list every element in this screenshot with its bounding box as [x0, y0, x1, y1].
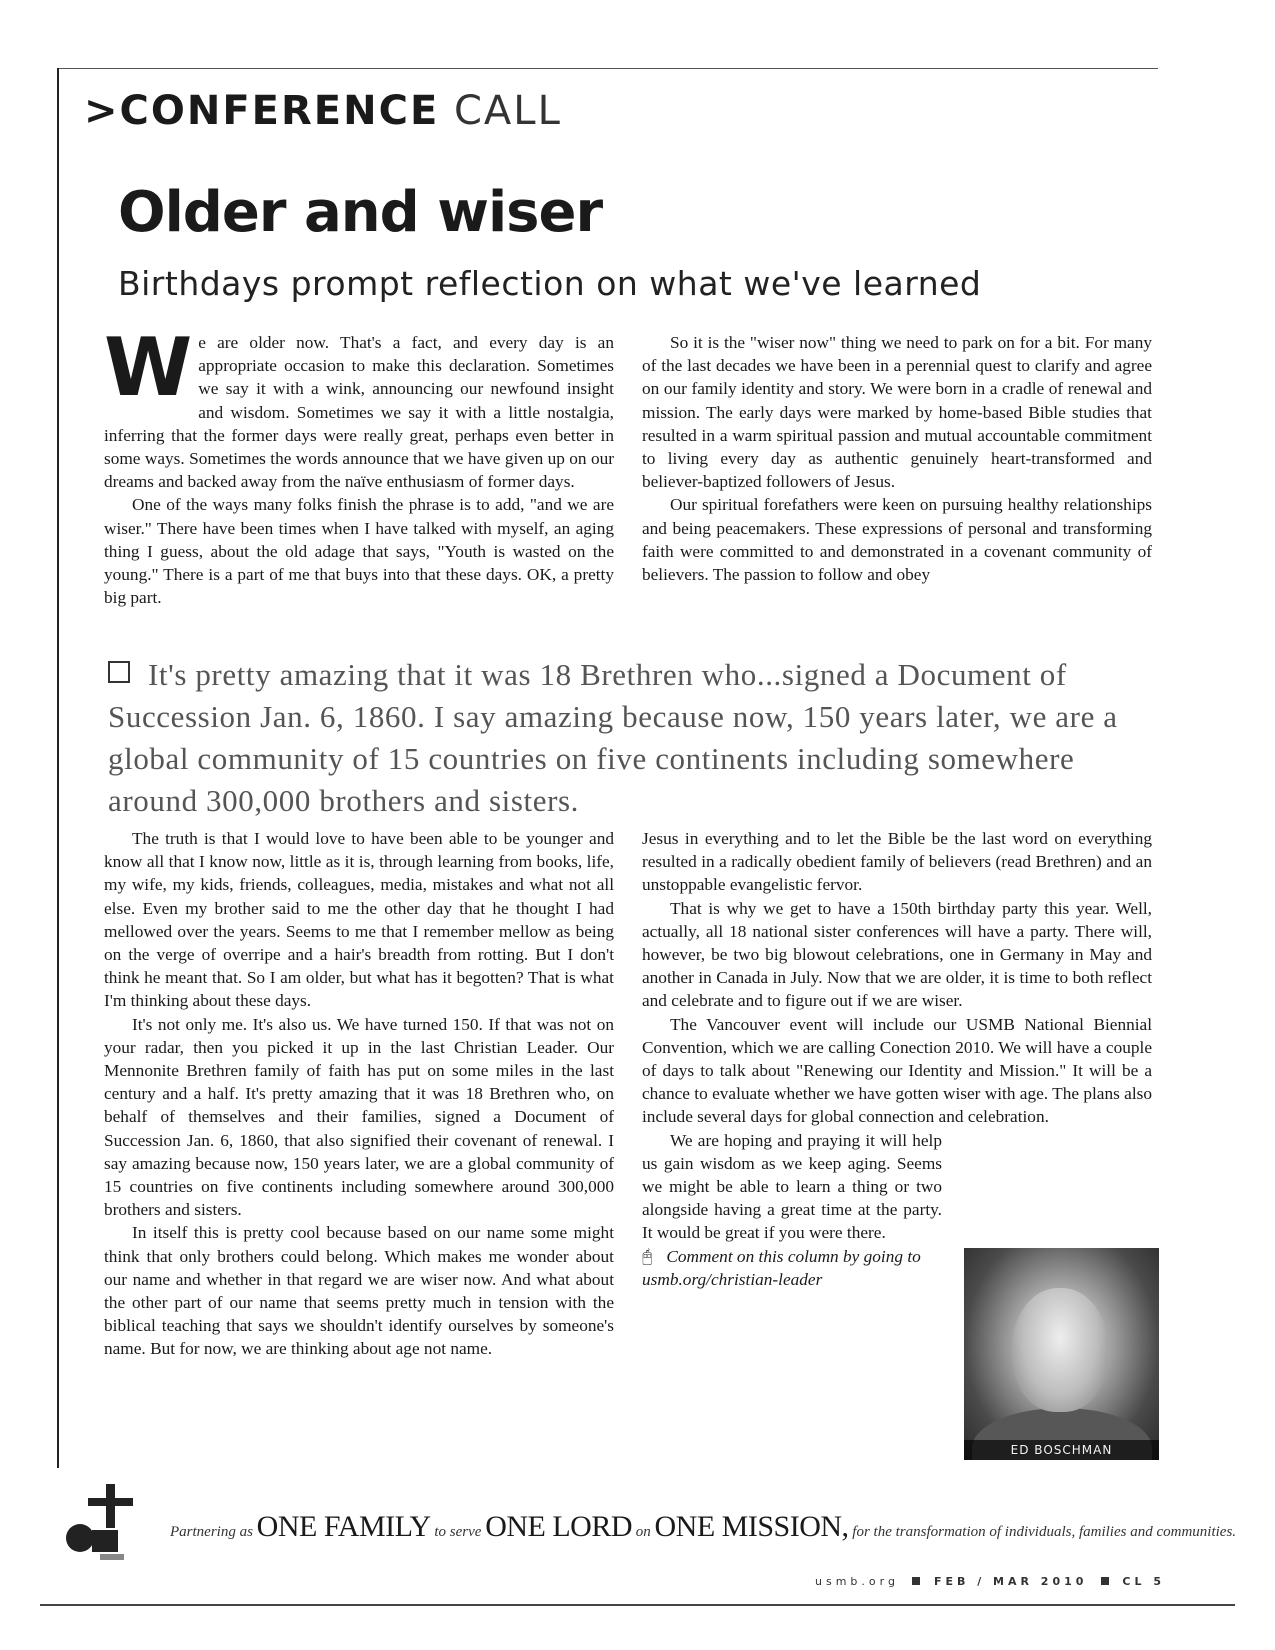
- paragraph: We are hoping and praying it will help us gain wisdom as we keep aging. Seems we might be able to learn a thing or two alongside having a great time at the party. It would be great if you were there.: [642, 1130, 942, 1243]
- paragraph-text: e are older now. That's a fact, and every day is an appropriate occasion to make this declaration. Sometimes we say it with a wink, announcing our newfound insight and wisdom. Sometimes we say it with a little nostalgia, inferring that the former days were really great, perhaps even better in some ways. Sometimes the words announce that we have given up on our dreams and backed away from the naïve enthusiasm of former days.: [104, 333, 614, 492]
- left-rule: [57, 68, 59, 1468]
- mouse-icon: 🖰: [642, 1246, 653, 1266]
- mission-tagline: [170, 1510, 1237, 1544]
- paragraph: That is why we get to have a 150th birthday party this year. Well, actually, all 18 national sister conferences will have a party. There will, however, be two big blowout celebrations, one in Germany in May and another in Canada in July. Now that we are older, it is time to both reflect and celebrate and to figure out if we are wiser.: [642, 898, 1152, 1011]
- author-photo: [964, 1248, 1159, 1460]
- section-light: CALL: [454, 88, 562, 134]
- article-title: Older and wiser: [118, 180, 603, 245]
- paragraph: [104, 321, 614, 493]
- top-rule: [58, 68, 1158, 69]
- photo-head: [1012, 1288, 1108, 1412]
- logo-circle: [66, 1524, 94, 1552]
- paragraph: In itself this is pretty cool because based on our name some might think that only brothers could belong. Which makes me wonder about our name and whether in that regard we are wiser now. And what about the other part of our name that seems pretty much in tension with the biblical teaching that says we shouldn't identify ourselves by someone's name. But for now, we are thinking about age not name.: [104, 1223, 614, 1359]
- comment-link[interactable]: [642, 1245, 942, 1291]
- photo-caption: ED BOSCHMAN: [964, 1440, 1159, 1460]
- column-2: [642, 331, 1152, 586]
- square-bullet-icon: [912, 1577, 920, 1585]
- section-prefix: >: [84, 88, 120, 134]
- tagline-part: for the transformation of individuals, families and communities.: [852, 1524, 1237, 1540]
- tagline-emphasis: ONE LORD: [485, 1510, 633, 1543]
- comment-text: Comment on this column by going to usmb.org/christian-leader: [642, 1246, 921, 1289]
- tagline-part: Partnering as: [170, 1524, 253, 1540]
- logo-block: [92, 1530, 118, 1552]
- paragraph: Our spiritual forefathers were keen on pursuing healthy relationships and being peacemakers. These expressions of personal and transforming faith were committed to and demonstrated in a covenant community of believers. The passion to follow and obey: [642, 495, 1152, 585]
- pull-quote-text: It's pretty amazing that it was 18 Brethren who...signed a Document of Succession Jan. 6, 1860. I say amazing because now, 150 years later, we are a global community of 15 countries on five continents including somewhere around 300,000 brothers and sisters.: [108, 657, 1118, 818]
- paragraph: One of the ways many folks finish the phrase is to add, "and we are wiser." There have been times when I have talked with myself, an aging thing I guess, about the old adage that says, "Youth is wasted on the young." There is a part of me that buys into that these days. OK, a pretty big part.: [104, 495, 614, 608]
- page-number: CL 5: [1122, 1575, 1165, 1588]
- tagline-part: on: [635, 1524, 651, 1540]
- tagline-part: to serve: [434, 1524, 482, 1540]
- paragraph: The Vancouver event will include our USMB National Biennial Convention, which we are calling Conection 2010. We will have a couple of days to talk about "Renewing our Identity and Mission." It will be a chance to evaluate whether we have gotten wiser with age. The plans also include several days for global connection and celebration.: [642, 1014, 1152, 1127]
- drop-cap: W: [104, 321, 193, 414]
- column-4: [642, 827, 1152, 1291]
- page-footer: [815, 1575, 1165, 1588]
- column-1: [104, 321, 614, 609]
- section-label: [84, 88, 562, 134]
- square-bullet-icon: [1101, 1577, 1109, 1585]
- tagline-emphasis: ONE MISSION,: [654, 1510, 849, 1543]
- usmb-one-logo: [58, 1480, 158, 1562]
- paragraph: The truth is that I would love to have been able to be younger and know all that I know now, little as it is, through learning from books, life, my wife, my kids, friends, colleagues, media, mistakes and what not all else. Even my brother said to me the other day that he thought I had mellowed over the years. Seems to me that I remember mellow as being on the verge of overripe and a hair's breadth from rotting. But I don't think he meant that. So I am older, but what has it begotten? That is what I'm thinking about these days.: [104, 829, 614, 1011]
- paragraph: So it is the "wiser now" thing we need to park on for a bit. For many of the last decades we have been in a perennial quest to clarify and agree on our family identity and story. We were born in a cradle of renewal and mission. The early days were marked by home-based Bible studies that resulted in a warm spiritual passion and mutual accountable commitment to living every day as authentic genuinely heart-transformed and believer-baptized followers of Jesus.: [642, 333, 1152, 492]
- tagline-emphasis: ONE FAMILY: [256, 1510, 431, 1543]
- logo-base: [100, 1554, 124, 1560]
- paragraph: Jesus in everything and to let the Bible be the last word on everything resulted in a radically obedient family of believers (read Brethren) and an unstoppable evangelistic fervor.: [642, 829, 1152, 895]
- pull-quote: [108, 654, 1158, 822]
- column-3: [104, 827, 614, 1361]
- bottom-rule: [40, 1604, 1235, 1606]
- logo-cross-horizontal: [88, 1498, 133, 1506]
- paragraph: It's not only me. It's also us. We have turned 150. If that was not on your radar, then you picked it up in the last Christian Leader. Our Mennonite Brethren family of faith has put on some miles in the last century and a half. It's pretty amazing that it was 18 Brethren who, on behalf of themselves and their families, signed a Document of Succession Jan. 6, 1860, that also signified their covenant of renewal. I say amazing because now, 150 years later, we are a global community of 15 countries on five continents including somewhere around 300,000 brothers and sisters.: [104, 1014, 614, 1220]
- checkbox-square-icon: [108, 661, 130, 683]
- section-bold: CONFERENCE: [119, 88, 440, 134]
- footer-issue: FEB / MAR 2010: [933, 1575, 1088, 1588]
- footer-site: usmb.org: [815, 1575, 899, 1588]
- article-subtitle: Birthdays prompt reflection on what we've learned: [118, 264, 982, 303]
